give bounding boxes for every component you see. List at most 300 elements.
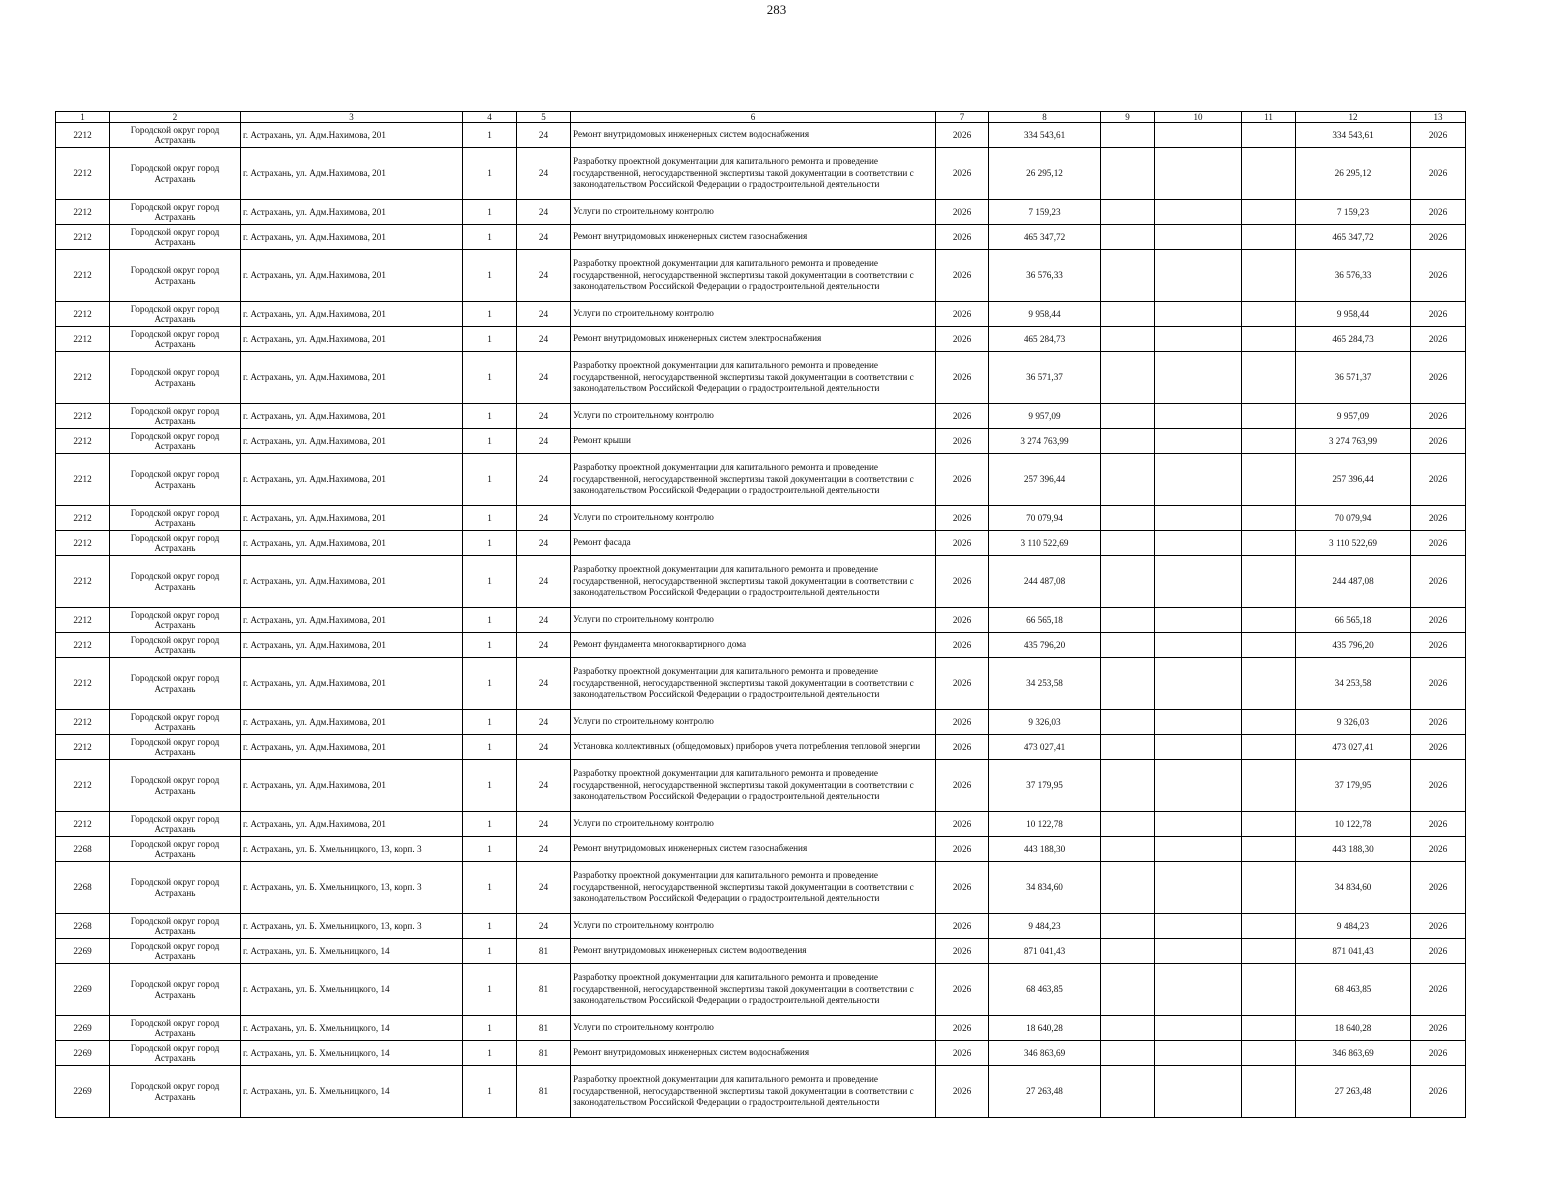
cell-col-5: 24	[517, 710, 571, 735]
cell-cost: 465 284,73	[989, 327, 1101, 352]
table-row	[56, 1041, 1466, 1066]
cell-col-4: 1	[463, 608, 517, 633]
cell-completion-year: 2026	[1411, 556, 1466, 608]
cell-col-9	[1101, 914, 1155, 939]
cell-completion-year: 2026	[1411, 302, 1466, 327]
cell-year: 2026	[936, 1041, 989, 1066]
cell-municipality: Городской округ город Астрахань	[110, 123, 241, 148]
cell-col-4: 1	[463, 302, 517, 327]
cell-col-11	[1242, 735, 1296, 760]
cell-col-4: 1	[463, 837, 517, 862]
cell-year: 2026	[936, 914, 989, 939]
cell-col-11	[1242, 1066, 1296, 1118]
cell-municipality: Городской округ город Астрахань	[110, 404, 241, 429]
cell-col-11	[1242, 964, 1296, 1016]
cell-col-4: 1	[463, 404, 517, 429]
cell-col-11	[1242, 914, 1296, 939]
cell-total-cost: 7 159,23	[1296, 200, 1411, 225]
cell-col-10	[1155, 531, 1242, 556]
cell-house-id: 2268	[56, 862, 110, 914]
table-row	[56, 148, 1466, 200]
cell-work-type: Разработку проектной документации для капитального ремонта и проведение государственной, негосударственной экспертизы такой документации в соответствии с законодательством Российской Федерации о градостроительной деятельности	[571, 862, 936, 914]
cell-col-11	[1242, 939, 1296, 964]
cell-year: 2026	[936, 1066, 989, 1118]
cell-col-11	[1242, 250, 1296, 302]
cell-col-5: 24	[517, 556, 571, 608]
cell-year: 2026	[936, 123, 989, 148]
header-row	[56, 112, 1466, 123]
cell-total-cost: 34 253,58	[1296, 658, 1411, 710]
table-row	[56, 123, 1466, 148]
works-table	[55, 111, 1466, 1118]
cell-total-cost: 346 863,69	[1296, 1041, 1411, 1066]
cell-col-9	[1101, 1016, 1155, 1041]
cell-year: 2026	[936, 735, 989, 760]
cell-work-type: Ремонт внутридомовых инженерных систем электроснабжения	[571, 327, 936, 352]
cell-municipality: Городской округ город Астрахань	[110, 506, 241, 531]
cell-year: 2026	[936, 760, 989, 812]
cell-house-id: 2212	[56, 454, 110, 506]
cell-cost: 36 571,37	[989, 352, 1101, 404]
header-cell-10: 10	[1155, 112, 1242, 123]
cell-house-id: 2212	[56, 200, 110, 225]
cell-year: 2026	[936, 352, 989, 404]
cell-municipality: Городской округ город Астрахань	[110, 1066, 241, 1118]
cell-col-11	[1242, 1016, 1296, 1041]
cell-col-9	[1101, 862, 1155, 914]
cell-municipality: Городской округ город Астрахань	[110, 837, 241, 862]
cell-work-type: Ремонт фундамента многоквартирного дома	[571, 633, 936, 658]
cell-col-10	[1155, 1016, 1242, 1041]
cell-col-5: 24	[517, 506, 571, 531]
header-cell-6: 6	[571, 112, 936, 123]
table-row	[56, 608, 1466, 633]
cell-completion-year: 2026	[1411, 1041, 1466, 1066]
table-row	[56, 1066, 1466, 1118]
cell-total-cost: 473 027,41	[1296, 735, 1411, 760]
cell-col-11	[1242, 710, 1296, 735]
cell-completion-year: 2026	[1411, 964, 1466, 1016]
cell-house-id: 2269	[56, 1066, 110, 1118]
cell-year: 2026	[936, 608, 989, 633]
table-row	[56, 735, 1466, 760]
cell-total-cost: 37 179,95	[1296, 760, 1411, 812]
cell-house-id: 2212	[56, 148, 110, 200]
cell-total-cost: 257 396,44	[1296, 454, 1411, 506]
cell-work-type: Разработку проектной документации для капитального ремонта и проведение государственной, негосударственной экспертизы такой документации в соответствии с законодательством Российской Федерации о градостроительной деятельности	[571, 964, 936, 1016]
cell-completion-year: 2026	[1411, 658, 1466, 710]
cell-address: г. Астрахань, ул. Б. Хмельницкого, 13, корп. 3	[241, 914, 463, 939]
cell-year: 2026	[936, 225, 989, 250]
cell-address: г. Астрахань, ул. Адм.Нахимова, 201	[241, 327, 463, 352]
cell-address: г. Астрахань, ул. Адм.Нахимова, 201	[241, 302, 463, 327]
cell-total-cost: 871 041,43	[1296, 939, 1411, 964]
cell-municipality: Городской округ город Астрахань	[110, 964, 241, 1016]
cell-col-11	[1242, 327, 1296, 352]
cell-col-10	[1155, 327, 1242, 352]
cell-col-11	[1242, 531, 1296, 556]
cell-year: 2026	[936, 964, 989, 1016]
cell-col-9	[1101, 608, 1155, 633]
cell-completion-year: 2026	[1411, 837, 1466, 862]
cell-col-10	[1155, 658, 1242, 710]
cell-cost: 435 796,20	[989, 633, 1101, 658]
cell-cost: 334 543,61	[989, 123, 1101, 148]
cell-completion-year: 2026	[1411, 914, 1466, 939]
cell-col-11	[1242, 862, 1296, 914]
cell-house-id: 2212	[56, 608, 110, 633]
table-row	[56, 454, 1466, 506]
cell-address: г. Астрахань, ул. Адм.Нахимова, 201	[241, 710, 463, 735]
cell-total-cost: 3 274 763,99	[1296, 429, 1411, 454]
cell-col-10	[1155, 352, 1242, 404]
cell-col-4: 1	[463, 939, 517, 964]
cell-cost: 18 640,28	[989, 1016, 1101, 1041]
cell-house-id: 2212	[56, 404, 110, 429]
cell-col-5: 81	[517, 1066, 571, 1118]
cell-address: г. Астрахань, ул. Адм.Нахимова, 201	[241, 148, 463, 200]
cell-year: 2026	[936, 556, 989, 608]
cell-house-id: 2269	[56, 1041, 110, 1066]
cell-municipality: Городской округ город Астрахань	[110, 225, 241, 250]
cell-col-5: 24	[517, 608, 571, 633]
cell-cost: 473 027,41	[989, 735, 1101, 760]
cell-address: г. Астрахань, ул. Б. Хмельницкого, 14	[241, 1016, 463, 1041]
cell-col-5: 24	[517, 760, 571, 812]
table-row	[56, 812, 1466, 837]
cell-col-4: 1	[463, 1041, 517, 1066]
cell-col-10	[1155, 302, 1242, 327]
cell-municipality: Городской округ город Астрахань	[110, 812, 241, 837]
cell-year: 2026	[936, 404, 989, 429]
cell-col-11	[1242, 200, 1296, 225]
table-row	[56, 633, 1466, 658]
cell-col-5: 24	[517, 352, 571, 404]
table-row	[56, 914, 1466, 939]
header-cell-11: 11	[1242, 112, 1296, 123]
cell-col-11	[1242, 760, 1296, 812]
cell-col-5: 24	[517, 914, 571, 939]
cell-completion-year: 2026	[1411, 506, 1466, 531]
cell-house-id: 2269	[56, 1016, 110, 1041]
cell-col-4: 1	[463, 914, 517, 939]
cell-address: г. Астрахань, ул. Б. Хмельницкого, 14	[241, 1066, 463, 1118]
cell-col-10	[1155, 250, 1242, 302]
cell-total-cost: 36 571,37	[1296, 352, 1411, 404]
cell-col-11	[1242, 352, 1296, 404]
cell-completion-year: 2026	[1411, 812, 1466, 837]
table-row	[56, 862, 1466, 914]
cell-col-10	[1155, 939, 1242, 964]
table-row	[56, 939, 1466, 964]
cell-total-cost: 27 263,48	[1296, 1066, 1411, 1118]
cell-work-type: Разработку проектной документации для капитального ремонта и проведение государственной, негосударственной экспертизы такой документации в соответствии с законодательством Российской Федерации о градостроительной деятельности	[571, 760, 936, 812]
cell-col-10	[1155, 837, 1242, 862]
cell-col-5: 24	[517, 404, 571, 429]
cell-col-10	[1155, 710, 1242, 735]
cell-municipality: Городской округ город Астрахань	[110, 352, 241, 404]
cell-col-5: 24	[517, 327, 571, 352]
cell-year: 2026	[936, 148, 989, 200]
cell-work-type: Разработку проектной документации для капитального ремонта и проведение государственной, негосударственной экспертизы такой документации в соответствии с законодательством Российской Федерации о градостроительной деятельности	[571, 454, 936, 506]
cell-work-type: Разработку проектной документации для капитального ремонта и проведение государственной, негосударственной экспертизы такой документации в соответствии с законодательством Российской Федерации о градостроительной деятельности	[571, 148, 936, 200]
cell-col-9	[1101, 225, 1155, 250]
cell-completion-year: 2026	[1411, 1016, 1466, 1041]
cell-col-10	[1155, 404, 1242, 429]
cell-col-5: 81	[517, 939, 571, 964]
cell-municipality: Городской округ город Астрахань	[110, 939, 241, 964]
cell-municipality: Городской округ город Астрахань	[110, 862, 241, 914]
cell-col-4: 1	[463, 735, 517, 760]
cell-col-10	[1155, 862, 1242, 914]
cell-address: г. Астрахань, ул. Адм.Нахимова, 201	[241, 633, 463, 658]
cell-col-9	[1101, 327, 1155, 352]
cell-total-cost: 68 463,85	[1296, 964, 1411, 1016]
cell-year: 2026	[936, 506, 989, 531]
cell-cost: 34 834,60	[989, 862, 1101, 914]
cell-col-5: 24	[517, 454, 571, 506]
cell-col-10	[1155, 506, 1242, 531]
cell-address: г. Астрахань, ул. Адм.Нахимова, 201	[241, 735, 463, 760]
cell-col-4: 1	[463, 225, 517, 250]
cell-total-cost: 465 347,72	[1296, 225, 1411, 250]
cell-col-4: 1	[463, 1016, 517, 1041]
cell-cost: 346 863,69	[989, 1041, 1101, 1066]
cell-work-type: Ремонт крыши	[571, 429, 936, 454]
cell-municipality: Городской округ город Астрахань	[110, 914, 241, 939]
cell-col-4: 1	[463, 658, 517, 710]
table-row	[56, 250, 1466, 302]
cell-col-5: 24	[517, 837, 571, 862]
cell-total-cost: 9 484,23	[1296, 914, 1411, 939]
cell-col-5: 24	[517, 531, 571, 556]
cell-col-11	[1242, 454, 1296, 506]
cell-col-11	[1242, 812, 1296, 837]
table-row	[56, 506, 1466, 531]
cell-municipality: Городской округ город Астрахань	[110, 658, 241, 710]
cell-work-type: Разработку проектной документации для капитального ремонта и проведение государственной, негосударственной экспертизы такой документации в соответствии с законодательством Российской Федерации о градостроительной деятельности	[571, 1066, 936, 1118]
table-row	[56, 710, 1466, 735]
cell-col-9	[1101, 148, 1155, 200]
cell-col-9	[1101, 123, 1155, 148]
cell-municipality: Городской округ город Астрахань	[110, 429, 241, 454]
cell-col-5: 24	[517, 812, 571, 837]
cell-col-9	[1101, 200, 1155, 225]
header-cell-7: 7	[936, 112, 989, 123]
cell-total-cost: 435 796,20	[1296, 633, 1411, 658]
cell-col-5: 24	[517, 633, 571, 658]
cell-house-id: 2212	[56, 429, 110, 454]
cell-col-5: 24	[517, 735, 571, 760]
cell-col-4: 1	[463, 633, 517, 658]
cell-work-type: Разработку проектной документации для капитального ремонта и проведение государственной, негосударственной экспертизы такой документации в соответствии с законодательством Российской Федерации о градостроительной деятельности	[571, 556, 936, 608]
cell-address: г. Астрахань, ул. Адм.Нахимова, 201	[241, 506, 463, 531]
cell-cost: 34 253,58	[989, 658, 1101, 710]
cell-year: 2026	[936, 658, 989, 710]
cell-completion-year: 2026	[1411, 531, 1466, 556]
cell-col-5: 24	[517, 148, 571, 200]
cell-municipality: Городской округ город Астрахань	[110, 200, 241, 225]
cell-address: г. Астрахань, ул. Адм.Нахимова, 201	[241, 608, 463, 633]
cell-col-10	[1155, 225, 1242, 250]
cell-year: 2026	[936, 454, 989, 506]
cell-year: 2026	[936, 633, 989, 658]
cell-house-id: 2269	[56, 939, 110, 964]
cell-col-4: 1	[463, 710, 517, 735]
cell-col-9	[1101, 710, 1155, 735]
cell-completion-year: 2026	[1411, 327, 1466, 352]
table-row	[56, 327, 1466, 352]
cell-completion-year: 2026	[1411, 200, 1466, 225]
cell-completion-year: 2026	[1411, 633, 1466, 658]
cell-total-cost: 465 284,73	[1296, 327, 1411, 352]
table-row	[56, 352, 1466, 404]
cell-address: г. Астрахань, ул. Адм.Нахимова, 201	[241, 760, 463, 812]
cell-total-cost: 9 957,09	[1296, 404, 1411, 429]
cell-address: г. Астрахань, ул. Адм.Нахимова, 201	[241, 531, 463, 556]
cell-col-4: 1	[463, 327, 517, 352]
cell-total-cost: 18 640,28	[1296, 1016, 1411, 1041]
cell-col-9	[1101, 760, 1155, 812]
cell-work-type: Ремонт внутридомовых инженерных систем водоснабжения	[571, 1041, 936, 1066]
cell-total-cost: 9 958,44	[1296, 302, 1411, 327]
cell-year: 2026	[936, 939, 989, 964]
cell-col-9	[1101, 506, 1155, 531]
cell-municipality: Городской округ город Астрахань	[110, 302, 241, 327]
cell-year: 2026	[936, 429, 989, 454]
cell-municipality: Городской округ город Астрахань	[110, 556, 241, 608]
cell-year: 2026	[936, 302, 989, 327]
cell-completion-year: 2026	[1411, 148, 1466, 200]
cell-year: 2026	[936, 531, 989, 556]
cell-col-10	[1155, 760, 1242, 812]
header-cell-5: 5	[517, 112, 571, 123]
table-row	[56, 531, 1466, 556]
cell-cost: 10 122,78	[989, 812, 1101, 837]
cell-col-5: 24	[517, 862, 571, 914]
cell-house-id: 2212	[56, 531, 110, 556]
cell-col-10	[1155, 1066, 1242, 1118]
cell-work-type: Услуги по строительному контролю	[571, 1016, 936, 1041]
header-cell-1: 1	[56, 112, 110, 123]
table-header	[56, 112, 1466, 123]
cell-completion-year: 2026	[1411, 608, 1466, 633]
cell-completion-year: 2026	[1411, 1066, 1466, 1118]
cell-municipality: Городской округ город Астрахань	[110, 608, 241, 633]
table-row	[56, 200, 1466, 225]
cell-col-11	[1242, 837, 1296, 862]
cell-col-9	[1101, 1041, 1155, 1066]
header-cell-3: 3	[241, 112, 463, 123]
cell-cost: 36 576,33	[989, 250, 1101, 302]
cell-completion-year: 2026	[1411, 760, 1466, 812]
cell-col-11	[1242, 658, 1296, 710]
cell-col-9	[1101, 633, 1155, 658]
cell-col-11	[1242, 429, 1296, 454]
cell-col-4: 1	[463, 429, 517, 454]
cell-col-5: 81	[517, 1016, 571, 1041]
table-row	[56, 658, 1466, 710]
cell-completion-year: 2026	[1411, 939, 1466, 964]
cell-house-id: 2212	[56, 123, 110, 148]
cell-municipality: Городской округ город Астрахань	[110, 454, 241, 506]
cell-year: 2026	[936, 837, 989, 862]
cell-municipality: Городской округ город Астрахань	[110, 327, 241, 352]
cell-col-9	[1101, 352, 1155, 404]
cell-cost: 9 957,09	[989, 404, 1101, 429]
cell-col-4: 1	[463, 964, 517, 1016]
cell-col-11	[1242, 608, 1296, 633]
cell-total-cost: 3 110 522,69	[1296, 531, 1411, 556]
cell-col-4: 1	[463, 812, 517, 837]
cell-col-5: 24	[517, 200, 571, 225]
cell-col-4: 1	[463, 148, 517, 200]
cell-municipality: Городской округ город Астрахань	[110, 760, 241, 812]
cell-house-id: 2212	[56, 225, 110, 250]
cell-work-type: Разработку проектной документации для капитального ремонта и проведение государственной, негосударственной экспертизы такой документации в соответствии с законодательством Российской Федерации о градостроительной деятельности	[571, 658, 936, 710]
cell-municipality: Городской округ город Астрахань	[110, 1016, 241, 1041]
cell-col-9	[1101, 302, 1155, 327]
cell-year: 2026	[936, 327, 989, 352]
cell-col-10	[1155, 964, 1242, 1016]
cell-year: 2026	[936, 812, 989, 837]
table-row	[56, 964, 1466, 1016]
cell-col-11	[1242, 506, 1296, 531]
cell-completion-year: 2026	[1411, 454, 1466, 506]
cell-municipality: Городской округ город Астрахань	[110, 735, 241, 760]
cell-municipality: Городской округ город Астрахань	[110, 633, 241, 658]
cell-cost: 871 041,43	[989, 939, 1101, 964]
header-cell-12: 12	[1296, 112, 1411, 123]
cell-house-id: 2212	[56, 556, 110, 608]
cell-col-4: 1	[463, 352, 517, 404]
cell-house-id: 2212	[56, 735, 110, 760]
cell-total-cost: 334 543,61	[1296, 123, 1411, 148]
cell-year: 2026	[936, 200, 989, 225]
cell-work-type: Ремонт внутридомовых инженерных систем водоснабжения	[571, 123, 936, 148]
cell-col-10	[1155, 429, 1242, 454]
cell-total-cost: 26 295,12	[1296, 148, 1411, 200]
cell-cost: 70 079,94	[989, 506, 1101, 531]
cell-completion-year: 2026	[1411, 710, 1466, 735]
cell-col-10	[1155, 556, 1242, 608]
cell-col-10	[1155, 735, 1242, 760]
cell-col-10	[1155, 454, 1242, 506]
cell-address: г. Астрахань, ул. Б. Хмельницкого, 14	[241, 964, 463, 1016]
cell-address: г. Астрахань, ул. Адм.Нахимова, 201	[241, 225, 463, 250]
cell-address: г. Астрахань, ул. Адм.Нахимова, 201	[241, 404, 463, 429]
cell-cost: 27 263,48	[989, 1066, 1101, 1118]
cell-house-id: 2212	[56, 250, 110, 302]
cell-col-11	[1242, 148, 1296, 200]
cell-year: 2026	[936, 710, 989, 735]
cell-col-5: 24	[517, 225, 571, 250]
cell-house-id: 2212	[56, 760, 110, 812]
cell-col-11	[1242, 633, 1296, 658]
table-row	[56, 302, 1466, 327]
cell-total-cost: 34 834,60	[1296, 862, 1411, 914]
cell-total-cost: 10 122,78	[1296, 812, 1411, 837]
cell-completion-year: 2026	[1411, 862, 1466, 914]
cell-col-4: 1	[463, 556, 517, 608]
cell-cost: 68 463,85	[989, 964, 1101, 1016]
cell-cost: 244 487,08	[989, 556, 1101, 608]
cell-col-9	[1101, 735, 1155, 760]
cell-cost: 7 159,23	[989, 200, 1101, 225]
cell-address: г. Астрахань, ул. Адм.Нахимова, 201	[241, 658, 463, 710]
cell-house-id: 2212	[56, 302, 110, 327]
cell-col-11	[1242, 302, 1296, 327]
